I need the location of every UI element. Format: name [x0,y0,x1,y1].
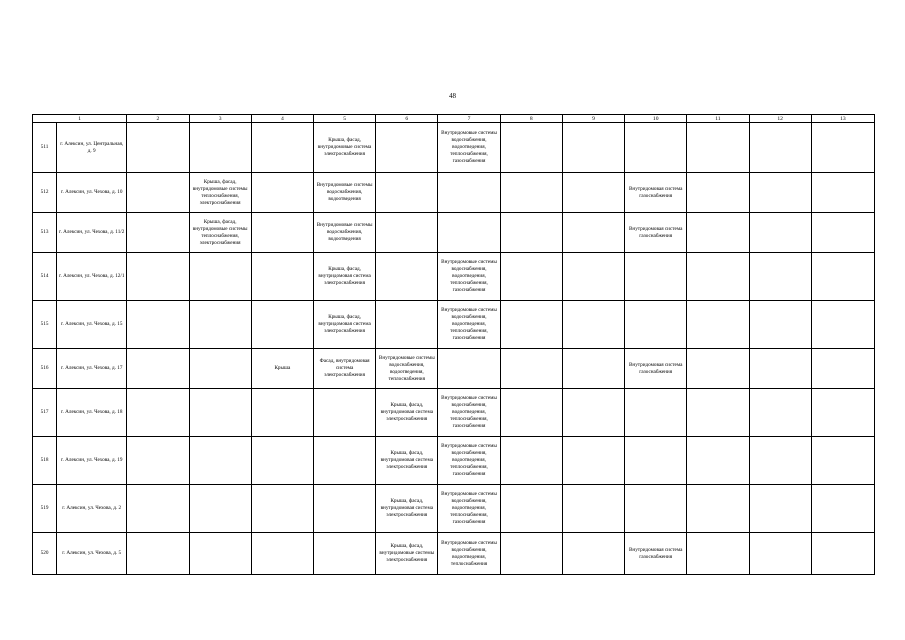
work-type-cell [687,301,749,349]
work-type-cell [811,485,874,533]
work-type-cell [625,485,687,533]
work-type-cell [749,533,811,575]
work-type-cell [749,301,811,349]
work-type-cell: Крыша, фасад, внутридомовая система электроснабжения [376,437,438,485]
work-type-cell [189,389,251,437]
work-type-cell [127,389,189,437]
work-type-cell: Крыша, фасад, внутридомовые системы теплоснабжения, электроснабжения [189,173,251,213]
work-type-cell: Внутридомовые системы водоснабжения, водоотведения, теплоснабжения, газоснабжения [438,301,500,349]
work-type-cell [811,173,874,213]
work-type-cell [376,213,438,253]
work-type-cell [687,173,749,213]
column-header: 1 [33,115,127,123]
work-type-cell: Крыша, фасад, внутридомовая система электроснабжения [376,389,438,437]
row-number-cell: 514 [33,253,57,301]
row-number-cell: 511 [33,123,57,173]
work-type-cell [811,123,874,173]
work-type-cell [376,253,438,301]
work-type-cell [189,437,251,485]
work-type-cell [687,389,749,437]
work-type-cell [562,533,624,575]
work-type-cell [313,485,375,533]
work-type-cell [127,349,189,389]
work-type-cell [811,437,874,485]
table-row [33,301,875,349]
work-type-cell [625,389,687,437]
work-type-cell [687,253,749,301]
work-type-cell [189,301,251,349]
work-type-cell [376,301,438,349]
work-type-cell [251,533,313,575]
work-type-cell [562,437,624,485]
work-type-cell [749,349,811,389]
work-type-cell [811,389,874,437]
work-type-cell [251,173,313,213]
table-row [33,123,875,173]
work-type-cell [313,389,375,437]
work-type-cell: Внутридомовая система газоснабжения [625,173,687,213]
row-number-cell: 516 [33,349,57,389]
work-type-cell [749,123,811,173]
work-type-cell [811,349,874,389]
work-type-cell [127,437,189,485]
work-type-cell: Фасад, внутридомовая система электроснабжения [313,349,375,389]
work-type-cell [749,173,811,213]
work-type-cell [625,301,687,349]
work-type-cell [500,437,562,485]
column-header: 5 [313,115,375,123]
address-cell: г. Алексин, ул. Чехова, д. 12/1 [57,253,127,301]
work-type-cell: Крыша, фасад, внутридомовые системы теплоснабжения, электроснабжения [189,213,251,253]
work-type-cell: Внутридомовые системы водоснабжения, водоотведения, теплоснабжения, газоснабжения [438,123,500,173]
work-type-cell: Внутридомовая система газоснабжения [625,533,687,575]
work-type-cell [376,123,438,173]
work-type-cell [562,301,624,349]
work-type-cell [438,173,500,213]
work-type-cell: Внутридомовые системы водоснабжения, водоотведения, теплоснабжения [376,349,438,389]
work-type-cell [127,485,189,533]
work-type-cell [562,389,624,437]
work-type-cell: Крыша, фасад, внутридомовая система электроснабжения [313,253,375,301]
work-type-cell: Внутридомовые системы водоснабжения, водоотведения, теплоснабжения, газоснабжения [438,389,500,437]
work-type-cell [562,253,624,301]
work-type-cell: Внутридомовые системы водоснабжения, водоотведения [313,173,375,213]
address-cell: г. Алексин, ул. Чехова, д. 10 [57,173,127,213]
table-row [33,389,875,437]
address-cell: г. Алексин, ул. Чехова, д. 15 [57,301,127,349]
work-type-cell [562,173,624,213]
work-type-cell [562,123,624,173]
capital-repair-table [32,114,875,575]
work-type-cell [189,253,251,301]
page-number: 48 [449,92,456,100]
work-type-cell [127,253,189,301]
work-type-cell [438,349,500,389]
address-cell: г. Алексин, ул. Чехова, д. 17 [57,349,127,389]
work-type-cell [562,213,624,253]
work-type-cell [189,533,251,575]
work-type-cell [127,301,189,349]
work-type-cell [811,253,874,301]
work-type-cell [625,437,687,485]
table-row [33,213,875,253]
work-type-cell [127,173,189,213]
row-number-cell: 520 [33,533,57,575]
work-type-cell [687,533,749,575]
work-type-cell [251,301,313,349]
work-type-cell [127,213,189,253]
column-header: 8 [500,115,562,123]
table-row [33,437,875,485]
column-header: 6 [376,115,438,123]
column-header: 9 [562,115,624,123]
column-header: 3 [189,115,251,123]
work-type-cell [376,173,438,213]
work-type-cell [500,173,562,213]
address-cell: г. Алексин, ул. Чехова, д. 11/2 [57,213,127,253]
table-row [33,253,875,301]
address-cell: г. Алексин, ул. Чехова, д. 5 [57,533,127,575]
work-type-cell [438,213,500,253]
column-header: 13 [811,115,874,123]
work-type-cell [811,301,874,349]
work-type-cell [500,533,562,575]
work-type-cell: Внутридомовые системы водоснабжения, водоотведения, теплоснабжения, газоснабжения [438,437,500,485]
column-header-row [33,115,875,123]
work-type-cell [500,485,562,533]
work-type-cell: Крыша, фасад, внутридомовая система электроснабжения [313,301,375,349]
column-header: 7 [438,115,500,123]
work-type-cell [749,213,811,253]
row-number-cell: 513 [33,213,57,253]
work-type-cell: Внутридомовые системы водоснабжения, водоотведения, теплоснабжения, газоснабжения [438,485,500,533]
work-type-cell [127,123,189,173]
table-row [33,533,875,575]
work-type-cell [251,389,313,437]
column-header: 11 [687,115,749,123]
work-type-cell: Крыша, фасад, внутридомовые системы электроснабжения [376,533,438,575]
work-type-cell [500,349,562,389]
work-type-cell [687,213,749,253]
column-header: 2 [127,115,189,123]
row-number-cell: 519 [33,485,57,533]
work-type-cell [189,123,251,173]
work-type-cell [500,123,562,173]
work-type-cell [500,253,562,301]
column-header: 12 [749,115,811,123]
work-type-cell: Крыша, фасад, внутридомовая система электроснабжения [376,485,438,533]
work-type-cell: Внутридомовые системы водоснабжения, водоотведения, теплоснабжения [438,533,500,575]
work-type-cell [625,253,687,301]
address-cell: г. Алексин, ул. Чехова, д. 2 [57,485,127,533]
work-type-cell [313,437,375,485]
work-type-cell [251,123,313,173]
work-type-cell [251,253,313,301]
column-header: 10 [625,115,687,123]
work-type-cell [500,213,562,253]
row-number-cell: 512 [33,173,57,213]
column-header: 4 [251,115,313,123]
work-type-cell [687,349,749,389]
work-type-cell [251,213,313,253]
table-body [33,123,875,575]
work-type-cell [562,349,624,389]
work-type-cell [251,485,313,533]
address-cell: г. Алексин, ул. Центральная, д. 9 [57,123,127,173]
work-type-cell [749,389,811,437]
work-type-cell: Внутридомовые системы водоснабжения, водоотведения [313,213,375,253]
work-type-cell [811,533,874,575]
work-type-cell [127,533,189,575]
work-type-cell: Внутридомовая система газоснабжения [625,349,687,389]
row-number-cell: 517 [33,389,57,437]
work-type-cell [749,485,811,533]
work-type-cell [687,123,749,173]
work-type-cell [687,485,749,533]
work-type-cell [313,533,375,575]
address-cell: г. Алексин, ул. Чехова, д. 18 [57,389,127,437]
row-number-cell: 515 [33,301,57,349]
work-type-cell [811,213,874,253]
work-type-cell [251,437,313,485]
work-type-cell [500,389,562,437]
work-type-cell [189,349,251,389]
work-type-cell [189,485,251,533]
work-type-cell [500,301,562,349]
work-type-cell: Внутридомовые системы водоснабжения, водоотведения, теплоснабжения, газоснабжения [438,253,500,301]
work-type-cell [749,437,811,485]
work-type-cell [562,485,624,533]
work-type-cell [749,253,811,301]
table-row [33,173,875,213]
row-number-cell: 518 [33,437,57,485]
address-cell: г. Алексин, ул. Чехова, д. 19 [57,437,127,485]
work-type-cell [625,123,687,173]
table-row [33,485,875,533]
table-row [33,349,875,389]
work-type-cell: Крыша [251,349,313,389]
work-type-cell [687,437,749,485]
work-type-cell: Крыша, фасад, внутридомовые система электроснабжения [313,123,375,173]
work-type-cell: Внутридомовая система газоснабжения [625,213,687,253]
